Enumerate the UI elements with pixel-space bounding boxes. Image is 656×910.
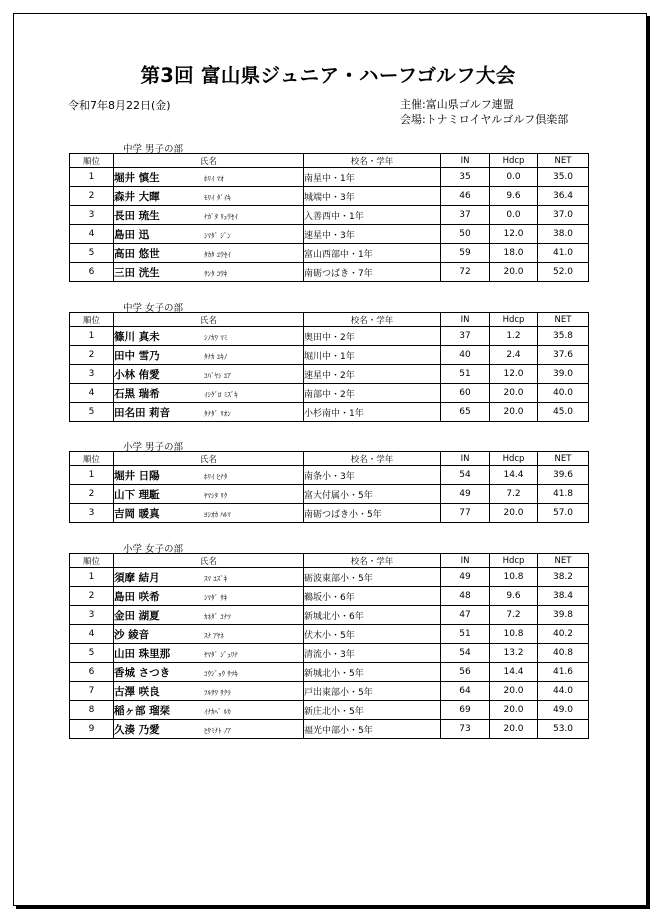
header-net: NET <box>538 154 589 168</box>
name-cell <box>114 206 304 225</box>
player-name-kana: ﾓﾘｲ ﾀﾞｲｷ <box>204 193 231 202</box>
table-row <box>70 365 589 384</box>
table-row <box>70 568 589 587</box>
name-cell <box>114 225 304 244</box>
school-cell: 南星中・1年 <box>304 168 441 187</box>
table-row <box>70 346 589 365</box>
header-rank: 順位 <box>70 554 114 568</box>
hdcp-cell: 1.2 <box>490 327 538 346</box>
net-score-cell: 35.8 <box>538 327 589 346</box>
in-score-cell: 37 <box>441 327 490 346</box>
player-name-kana: ｽﾅ ｱﾔﾈ <box>204 631 224 640</box>
net-score-cell: 36.4 <box>538 187 589 206</box>
player-name-kana: ﾀﾅﾀﾞ ﾘｵﾝ <box>204 409 231 418</box>
header-hdcp: Hdcp <box>490 554 538 568</box>
rank-cell: 5 <box>70 244 114 263</box>
in-score-cell: 51 <box>441 625 490 644</box>
header-school: 校名・学年 <box>304 154 441 168</box>
rank-cell: 1 <box>70 327 114 346</box>
table-row <box>70 466 589 485</box>
hdcp-cell: 20.0 <box>490 504 538 523</box>
in-score-cell: 59 <box>441 244 490 263</box>
player-name-kana: ﾀｶﾀ ﾕｳｾｲ <box>204 250 231 259</box>
header-in: IN <box>441 154 490 168</box>
in-score-cell: 48 <box>441 587 490 606</box>
school-cell: 富山西部中・1年 <box>304 244 441 263</box>
name-cell <box>114 485 304 504</box>
school-cell: 城端中・3年 <box>304 187 441 206</box>
name-cell <box>114 568 304 587</box>
school-cell: 南砺つばき・7年 <box>304 263 441 282</box>
net-score-cell: 38.0 <box>538 225 589 244</box>
player-name-kana: ﾌﾙｻﾜ ｻｸﾗ <box>204 688 231 697</box>
hdcp-cell: 20.0 <box>490 720 538 739</box>
rank-cell: 4 <box>70 225 114 244</box>
hdcp-cell: 18.0 <box>490 244 538 263</box>
hdcp-cell: 9.6 <box>490 587 538 606</box>
header-name: 氏名 <box>114 452 304 466</box>
hdcp-cell: 0.0 <box>490 168 538 187</box>
name-cell <box>114 384 304 403</box>
results-table <box>69 553 589 739</box>
net-score-cell: 39.0 <box>538 365 589 384</box>
player-name-kana: ﾖｼｵｶ ﾊﾙﾏ <box>204 510 231 519</box>
player-name-kana: ﾎﾘｲ ﾋﾅﾀ <box>204 472 228 481</box>
school-cell: 新城北小・6年 <box>304 606 441 625</box>
name-cell <box>114 504 304 523</box>
player-name: 山下 理駈 <box>114 488 160 501</box>
in-score-cell: 69 <box>441 701 490 720</box>
rank-cell: 2 <box>70 587 114 606</box>
header-in: IN <box>441 313 490 327</box>
player-name: 田名田 莉音 <box>114 406 171 419</box>
hdcp-cell: 13.2 <box>490 644 538 663</box>
school-cell: 南条小・3年 <box>304 466 441 485</box>
table-row <box>70 187 589 206</box>
rank-cell: 3 <box>70 206 114 225</box>
header-in: IN <box>441 452 490 466</box>
header-name: 氏名 <box>114 154 304 168</box>
in-score-cell: 49 <box>441 485 490 504</box>
name-cell <box>114 701 304 720</box>
net-score-cell: 39.8 <box>538 606 589 625</box>
table-row <box>70 701 589 720</box>
hdcp-cell: 20.0 <box>490 263 538 282</box>
name-cell <box>114 244 304 263</box>
net-score-cell: 39.6 <box>538 466 589 485</box>
event-date: 令和7年8月22日(金) <box>68 99 171 112</box>
header-rank: 順位 <box>70 313 114 327</box>
name-cell <box>114 587 304 606</box>
player-name: 吉岡 暖真 <box>114 507 160 520</box>
table-row <box>70 327 589 346</box>
table-row <box>70 625 589 644</box>
rank-cell: 1 <box>70 168 114 187</box>
name-cell <box>114 682 304 701</box>
hdcp-cell: 20.0 <box>490 403 538 422</box>
player-name: 古澤 咲良 <box>114 685 160 698</box>
rank-cell: 6 <box>70 263 114 282</box>
rank-cell: 7 <box>70 682 114 701</box>
name-cell <box>114 346 304 365</box>
player-name: 香城 さつき <box>114 666 171 679</box>
rank-cell: 2 <box>70 346 114 365</box>
table-row <box>70 384 589 403</box>
player-name: 島田 迅 <box>114 228 150 241</box>
net-score-cell: 53.0 <box>538 720 589 739</box>
net-score-cell: 52.0 <box>538 263 589 282</box>
player-name: 堀井 日陽 <box>114 469 160 482</box>
rank-cell: 9 <box>70 720 114 739</box>
page-shadow-bottom <box>16 906 650 909</box>
rank-cell: 4 <box>70 625 114 644</box>
in-score-cell: 54 <box>441 644 490 663</box>
name-cell <box>114 365 304 384</box>
table-header-row <box>70 452 589 466</box>
player-name-kana: ｼﾏﾀﾞ ｼﾞﾝ <box>204 231 231 240</box>
table-row <box>70 663 589 682</box>
name-cell <box>114 720 304 739</box>
venue-text: 会場:トナミロイヤルゴルフ倶楽部 <box>400 113 569 126</box>
in-score-cell: 72 <box>441 263 490 282</box>
player-name: 堀井 慎生 <box>114 171 160 184</box>
in-score-cell: 49 <box>441 568 490 587</box>
table-row <box>70 504 589 523</box>
player-name: 三田 洸生 <box>114 266 160 279</box>
player-name-kana: ﾎﾘｲ ﾏｵ <box>204 174 224 183</box>
name-cell <box>114 625 304 644</box>
rank-cell: 3 <box>70 606 114 625</box>
school-cell: 砺波東部小・5年 <box>304 568 441 587</box>
header-name: 氏名 <box>114 554 304 568</box>
rank-cell: 2 <box>70 187 114 206</box>
player-name-kana: ﾔﾏﾀﾞ ｼﾞｭﾘﾅ <box>204 650 238 659</box>
net-score-cell: 45.0 <box>538 403 589 422</box>
player-name-kana: ｺﾊﾞﾔｼ ﾕｱ <box>204 371 231 380</box>
player-name: 島田 咲希 <box>114 590 160 603</box>
results-table <box>69 451 589 523</box>
school-cell: 小杉南中・1年 <box>304 403 441 422</box>
table-row <box>70 587 589 606</box>
header-school: 校名・学年 <box>304 452 441 466</box>
player-name-kana: ｲﾅｶﾍﾞ ﾙｶ <box>204 707 231 716</box>
name-cell <box>114 327 304 346</box>
player-name: 森井 大暉 <box>114 190 160 203</box>
rank-cell: 5 <box>70 403 114 422</box>
net-score-cell: 57.0 <box>538 504 589 523</box>
name-cell <box>114 644 304 663</box>
header-rank: 順位 <box>70 452 114 466</box>
in-score-cell: 40 <box>441 346 490 365</box>
player-name: 石黒 瑞希 <box>114 387 160 400</box>
school-cell: 戸出東部小・5年 <box>304 682 441 701</box>
table-row <box>70 168 589 187</box>
in-score-cell: 73 <box>441 720 490 739</box>
name-cell <box>114 606 304 625</box>
net-score-cell: 38.4 <box>538 587 589 606</box>
table-row <box>70 403 589 422</box>
header-rank: 順位 <box>70 154 114 168</box>
name-cell <box>114 263 304 282</box>
in-score-cell: 47 <box>441 606 490 625</box>
table-row <box>70 720 589 739</box>
rank-cell: 3 <box>70 504 114 523</box>
rank-cell: 4 <box>70 384 114 403</box>
player-name-kana: ｻﾝﾀ ｺｳｷ <box>204 269 228 278</box>
hdcp-cell: 20.0 <box>490 384 538 403</box>
player-name: 山田 珠里那 <box>114 647 171 660</box>
player-name: 長田 琉生 <box>114 209 160 222</box>
school-cell: 奥田中・2年 <box>304 327 441 346</box>
school-cell: 伏木小・5年 <box>304 625 441 644</box>
hdcp-cell: 12.0 <box>490 365 538 384</box>
in-score-cell: 54 <box>441 466 490 485</box>
header-hdcp: Hdcp <box>490 154 538 168</box>
player-name-kana: ｺｳｼﾞｮｳ ｻﾂｷ <box>204 669 238 678</box>
net-score-cell: 37.6 <box>538 346 589 365</box>
school-cell: 南砺つばき小・5年 <box>304 504 441 523</box>
section-label: 中学 男子の部 <box>123 144 184 155</box>
hdcp-cell: 20.0 <box>490 701 538 720</box>
name-cell <box>114 663 304 682</box>
header-school: 校名・学年 <box>304 554 441 568</box>
school-cell: 堀川中・1年 <box>304 346 441 365</box>
net-score-cell: 41.8 <box>538 485 589 504</box>
header-name: 氏名 <box>114 313 304 327</box>
rank-cell: 8 <box>70 701 114 720</box>
organizer-text: 主催:富山県ゴルフ連盟 <box>400 98 514 111</box>
name-cell <box>114 403 304 422</box>
in-score-cell: 35 <box>441 168 490 187</box>
table-row <box>70 225 589 244</box>
rank-cell: 6 <box>70 663 114 682</box>
in-score-cell: 50 <box>441 225 490 244</box>
net-score-cell: 37.0 <box>538 206 589 225</box>
player-name: 須摩 結月 <box>114 571 160 584</box>
hdcp-cell: 9.6 <box>490 187 538 206</box>
net-score-cell: 41.0 <box>538 244 589 263</box>
header-net: NET <box>538 452 589 466</box>
player-name: 稲ヶ部 瑠栞 <box>114 704 171 717</box>
player-name-kana: ｼﾏﾀﾞ ｻｷ <box>204 593 228 602</box>
table-row <box>70 682 589 701</box>
school-cell: 入善西中・1年 <box>304 206 441 225</box>
in-score-cell: 77 <box>441 504 490 523</box>
school-cell: 南部中・2年 <box>304 384 441 403</box>
school-cell: 新城北小・5年 <box>304 663 441 682</box>
player-name: 沙 綾音 <box>114 628 150 641</box>
in-score-cell: 64 <box>441 682 490 701</box>
net-score-cell: 40.8 <box>538 644 589 663</box>
header-hdcp: Hdcp <box>490 313 538 327</box>
header-net: NET <box>538 313 589 327</box>
section-label: 小学 男子の部 <box>123 442 184 453</box>
hdcp-cell: 7.2 <box>490 606 538 625</box>
hdcp-cell: 12.0 <box>490 225 538 244</box>
table-row <box>70 644 589 663</box>
name-cell <box>114 187 304 206</box>
rank-cell: 2 <box>70 485 114 504</box>
net-score-cell: 41.6 <box>538 663 589 682</box>
in-score-cell: 60 <box>441 384 490 403</box>
in-score-cell: 51 <box>441 365 490 384</box>
table-header-row <box>70 313 589 327</box>
rank-cell: 5 <box>70 644 114 663</box>
player-name-kana: ﾋｻﾐﾅﾄ ﾉｱ <box>204 726 231 735</box>
hdcp-cell: 0.0 <box>490 206 538 225</box>
player-name: 篠川 真未 <box>114 330 160 343</box>
in-score-cell: 37 <box>441 206 490 225</box>
in-score-cell: 65 <box>441 403 490 422</box>
net-score-cell: 38.2 <box>538 568 589 587</box>
header-hdcp: Hdcp <box>490 452 538 466</box>
net-score-cell: 40.0 <box>538 384 589 403</box>
net-score-cell: 44.0 <box>538 682 589 701</box>
net-score-cell: 40.2 <box>538 625 589 644</box>
hdcp-cell: 10.8 <box>490 568 538 587</box>
hdcp-cell: 10.8 <box>490 625 538 644</box>
player-name: 高田 悠世 <box>114 247 160 260</box>
header-in: IN <box>441 554 490 568</box>
header-net: NET <box>538 554 589 568</box>
results-table <box>69 312 589 422</box>
player-name-kana: ｽﾏ ﾕｽﾞｷ <box>204 574 228 583</box>
hdcp-cell: 2.4 <box>490 346 538 365</box>
net-score-cell: 49.0 <box>538 701 589 720</box>
school-cell: 速星中・3年 <box>304 225 441 244</box>
name-cell <box>114 168 304 187</box>
organizer-info <box>400 97 568 127</box>
table-header-row <box>70 554 589 568</box>
school-cell: 新庄北小・5年 <box>304 701 441 720</box>
in-score-cell: 56 <box>441 663 490 682</box>
in-score-cell: 46 <box>441 187 490 206</box>
table-row <box>70 206 589 225</box>
school-cell: 福光中部小・5年 <box>304 720 441 739</box>
rank-cell: 3 <box>70 365 114 384</box>
page-shadow-right <box>647 16 650 909</box>
rank-cell: 1 <box>70 466 114 485</box>
table-row <box>70 485 589 504</box>
player-name-kana: ｲｼｸﾞﾛ ﾐｽﾞｷ <box>204 390 238 399</box>
hdcp-cell: 20.0 <box>490 682 538 701</box>
player-name-kana: ｶﾈﾀﾞ ｺﾅﾂ <box>204 612 231 621</box>
player-name-kana: ﾅｶﾞﾀ ﾘｭｳｾｲ <box>204 212 238 221</box>
header-school: 校名・学年 <box>304 313 441 327</box>
school-cell: 速星中・2年 <box>304 365 441 384</box>
player-name: 田中 雪乃 <box>114 349 160 362</box>
table-row <box>70 606 589 625</box>
hdcp-cell: 14.4 <box>490 663 538 682</box>
school-cell: 富大付属小・5年 <box>304 485 441 504</box>
table-row <box>70 263 589 282</box>
hdcp-cell: 14.4 <box>490 466 538 485</box>
player-name-kana: ﾀﾅｶ ﾕｷﾉ <box>204 352 228 361</box>
player-name: 久湊 乃愛 <box>114 723 160 736</box>
school-cell: 鵜坂小・6年 <box>304 587 441 606</box>
player-name-kana: ｼﾉｶﾜ ﾏﾐ <box>204 333 228 342</box>
player-name: 金田 湖夏 <box>114 609 160 622</box>
name-cell <box>114 466 304 485</box>
table-header-row <box>70 154 589 168</box>
results-table <box>69 153 589 282</box>
hdcp-cell: 7.2 <box>490 485 538 504</box>
section-label: 中学 女子の部 <box>123 303 184 314</box>
player-name: 小林 侑愛 <box>114 368 160 381</box>
player-name-kana: ﾔﾏｼﾀ ﾘｸ <box>204 491 228 500</box>
school-cell: 清流小・3年 <box>304 644 441 663</box>
net-score-cell: 35.0 <box>538 168 589 187</box>
rank-cell: 1 <box>70 568 114 587</box>
section-label: 小学 女子の部 <box>123 544 184 555</box>
document-title: 第3回 富山県ジュニア・ハーフゴルフ大会 <box>140 64 516 87</box>
table-row <box>70 244 589 263</box>
